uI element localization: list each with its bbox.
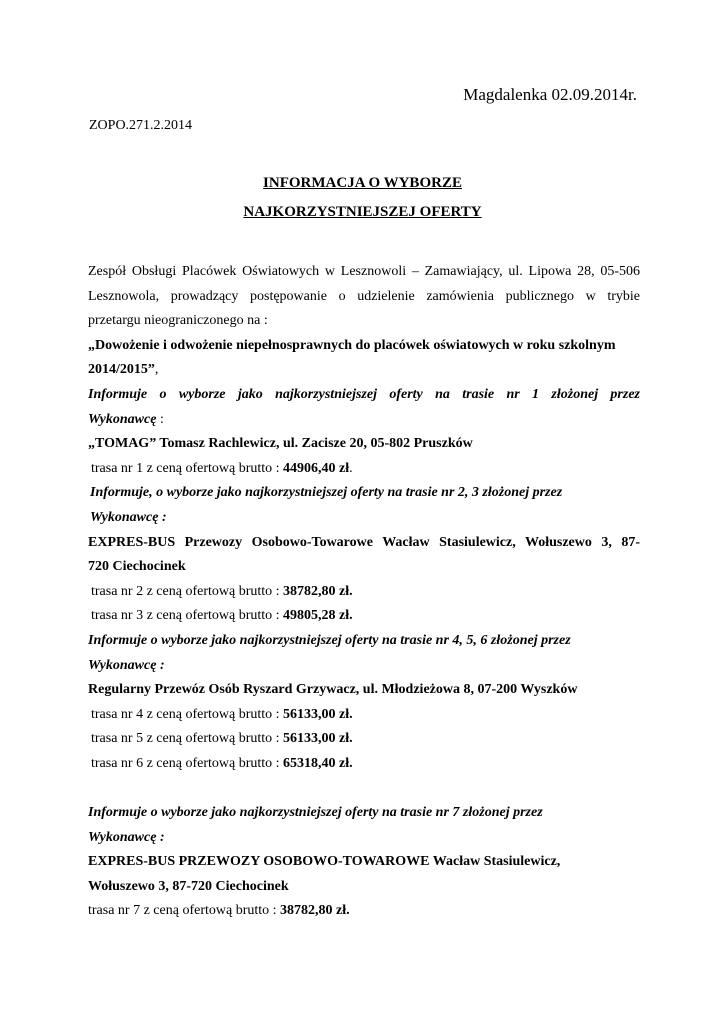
route-price: 38782,80 zł. — [283, 583, 353, 599]
route-suffix: . — [349, 460, 353, 476]
route-price: 38782,80 zł. — [280, 903, 350, 919]
route-label: trasa nr 4 z ceną ofertową brutto : — [91, 706, 284, 722]
route-label: trasa nr 1 z ceną ofertową brutto : — [91, 460, 284, 476]
section3-route-4 — [88, 703, 640, 728]
section2-route-2 — [88, 580, 640, 605]
place-and-date: Magdalenka 02.09.2014r. — [463, 85, 637, 104]
subject-years: 2014/2015” — [88, 362, 155, 378]
route-price: 56133,00 zł. — [283, 706, 353, 722]
route-price: 49805,28 zł. — [283, 608, 353, 624]
section1-heading-line-2 — [88, 408, 640, 433]
section1-contractor-word: Wykonawcę — [88, 411, 157, 427]
section4-heading-line-2: Wykonawcę : — [88, 829, 165, 845]
subject-line-2 — [88, 358, 640, 383]
section2-heading-line-1: Informuje, o wyborze jako najkorzystniejszej oferty na trasie nr 2, 3 złożonej przez — [90, 485, 563, 501]
document-title-line-2: NAJKORZYSTNIEJSZEJ OFERTY — [243, 204, 482, 220]
route-label: trasa nr 5 z ceną ofertową brutto : — [91, 731, 284, 747]
section4-heading-line-1: Informuje o wyborze jako najkorzystniejszej oferty na trasie nr 7 złożonej przez — [88, 805, 543, 821]
route-price: 44906,40 zł — [283, 460, 350, 476]
section4-route-7 — [88, 899, 640, 924]
section2-heading-line-2: Wykonawcę : — [90, 509, 167, 525]
route-label: trasa nr 2 z ceną ofertową brutto : — [91, 583, 284, 599]
document-body — [88, 260, 640, 924]
section2-contractor-line-2: 720 Ciechocinek — [88, 559, 186, 575]
route-label: trasa nr 7 z ceną ofertową brutto : — [88, 903, 281, 919]
section2-contractor-line-1: EXPRES-BUS Przewozy Osobowo-Towarowe Wacław Stasiulewicz, Wołuszewo 3, 87- — [88, 534, 640, 550]
section3-heading-line-1: Informuje o wyborze jako najkorzystniejszej oferty na trasie nr 4, 5, 6 złożonej przez — [88, 632, 571, 648]
reference-number: ZOPO.271.2.2014 — [89, 118, 193, 133]
route-price: 65318,40 zł. — [283, 755, 353, 771]
section1-route-1 — [88, 457, 640, 482]
document-title-line-1: INFORMACJA O WYBORZE — [263, 175, 462, 191]
section4-contractor-line-1: EXPRES-BUS PRZEWOZY OSOBOWO-TOWAROWE Wacław Stasiulewicz, — [88, 854, 561, 870]
section1-colon: : — [156, 411, 164, 427]
section3-route-6 — [88, 752, 640, 777]
section1-contractor: „TOMAG” Tomasz Rachlewicz, ul. Zacisze 20, 05-802 Pruszków — [88, 436, 473, 452]
route-price: 56133,00 zł. — [283, 731, 353, 747]
intro-line-3: przetargu nieograniczonego na : — [88, 313, 268, 329]
section3-route-5 — [88, 727, 640, 752]
subject-comma: , — [154, 362, 159, 378]
route-label: trasa nr 3 z ceną ofertową brutto : — [91, 608, 284, 624]
intro-line-1: Zespół Obsługi Placówek Oświatowych w Lesznowoli – Zamawiający, ul. Lipowa 28, 05-506 — [88, 264, 640, 279]
section2-route-3 — [88, 604, 640, 629]
subject-line-1: „Dowożenie i odwożenie niepełnosprawnych do placówek oświatowych w roku szkolnym — [88, 337, 616, 353]
paragraph-gap — [88, 776, 640, 801]
section3-contractor: Regularny Przewóz Osób Ryszard Grzywacz, ul. Młodzieżowa 8, 07-200 Wyszków — [88, 682, 578, 698]
route-label: trasa nr 6 z ceną ofertową brutto : — [91, 755, 284, 771]
section4-contractor-line-2: Wołuszewo 3, 87-720 Ciechocinek — [88, 878, 289, 894]
section1-heading-line-1: Informuje o wyborze jako najkorzystniejszej oferty na trasie nr 1 złożonej przez — [88, 386, 640, 402]
intro-line-2: Lesznowola, prowadzący postępowanie o udzielenie zamówienia publicznego w trybie — [88, 288, 640, 304]
section3-heading-line-2: Wykonawcę : — [88, 657, 165, 673]
